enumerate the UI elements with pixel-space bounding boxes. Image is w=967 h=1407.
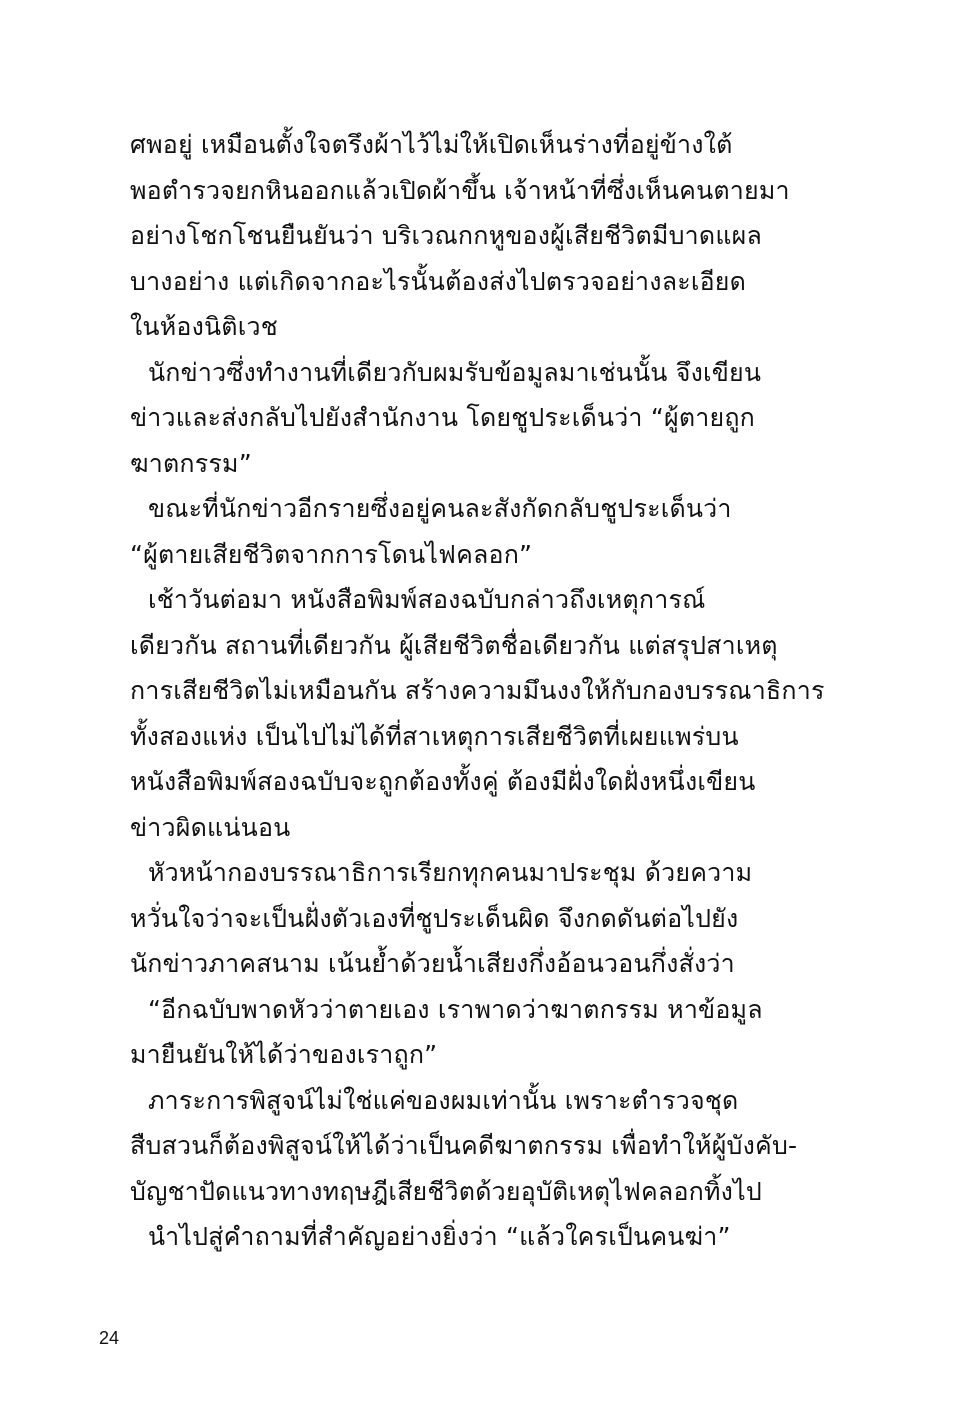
text-line: การเสียชีวิตไม่เหมือนกัน สร้างความมึนงงให้กับกองบรรณาธิการ	[130, 676, 825, 705]
text-line: ข่าวและส่งกลับไปยังสำนักงาน โดยชูประเด็นว่า “ผู้ตายถูก	[130, 403, 756, 432]
text-line: นักข่าวซึ่งทำงานที่เดียวกับผมรับข้อมูลมาเช่นนั้น จึงเขียน	[148, 357, 762, 387]
text-line: บางอย่าง แต่เกิดจากอะไรนั้นต้องส่งไปตรวจอย่างละเอียด	[130, 266, 747, 296]
body-text	[130, 122, 825, 1260]
text-line: ภาระการพิสูจน์ไม่ใช่แค่ของผมเท่านั้น เพราะตำรวจชุด	[148, 1085, 739, 1115]
text-line: บัญชาปัดแนวทางทฤษฎีเสียชีวิตด้วยอุบัติเหตุไฟคลอกทิ้งไป	[130, 1176, 762, 1206]
text-line: ข่าวผิดแน่นอน	[130, 812, 291, 842]
text-line: “ผู้ตายเสียชีวิตจากการโดนไฟคลอก”	[130, 539, 533, 569]
text-line: หัวหน้ากองบรรณาธิการเรียกทุกคนมาประชุม ด้วยความ	[148, 858, 753, 887]
text-line: นำไปสู่คำถามที่สำคัญอย่างยิ่งว่า “แล้วใครเป็นคนฆ่า”	[148, 1222, 731, 1251]
text-line: สืบสวนก็ต้องพิสูจน์ให้ได้ว่าเป็นคดีฆาตกรรม เพื่อทำให้ผู้บังคับ-	[130, 1131, 798, 1160]
text-line: เช้าวันต่อมา หนังสือพิมพ์สองฉบับกล่าวถึงเหตุการณ์	[148, 585, 706, 614]
text-line: ขณะที่นักข่าวอีกรายซึ่งอยู่คนละสังกัดกลับชูประเด็นว่า	[148, 494, 732, 523]
text-line: มายืนยันให้ได้ว่าของเราถูก”	[130, 1040, 438, 1069]
text-line: ในห้องนิติเวช	[130, 312, 278, 341]
text-line: หนังสือพิมพ์สองฉบับจะถูกต้องทั้งคู่ ต้องมีฝั่งใดฝั่งหนึ่งเขียน	[130, 767, 756, 796]
text-line: “อีกฉบับพาดหัวว่าตายเอง เราพาดว่าฆาตกรรม หาข้อมูล	[148, 994, 763, 1024]
text-line: อย่างโชกโชนยืนยันว่า บริเวณกกหูของผู้เสียชีวิตมีบาดแผล	[130, 221, 763, 250]
text-line: เดียวกัน สถานที่เดียวกัน ผู้เสียชีวิตชื่อเดียวกัน แต่สรุปสาเหตุ	[130, 630, 778, 660]
page-number: 24	[99, 1328, 120, 1348]
text-line: ฆาตกรรม”	[130, 448, 252, 478]
text-line: ทั้งสองแห่ง เป็นไปไม่ได้ที่สาเหตุการเสียชีวิตที่เผยแพร่บน	[130, 721, 739, 751]
text-line: นักข่าวภาคสนาม เน้นย้ำด้วยน้ำเสียงกึ่งอ้อนวอนกึ่งสั่งว่า	[130, 949, 735, 978]
text-line: หวั่นใจว่าจะเป็นฝั่งตัวเองที่ชูประเด็นผิด จึงกดดันต่อไปยัง	[130, 903, 739, 933]
text-line: พอตำรวจยกหินออกแล้วเปิดผ้าขึ้น เจ้าหน้าที่ซึ่งเห็นคนตายมา	[130, 175, 790, 205]
text-line: ศพอยู่ เหมือนตั้งใจตรึงผ้าไว้ไม่ให้เปิดเห็นร่างที่อยู่ข้างใต้	[130, 130, 733, 159]
